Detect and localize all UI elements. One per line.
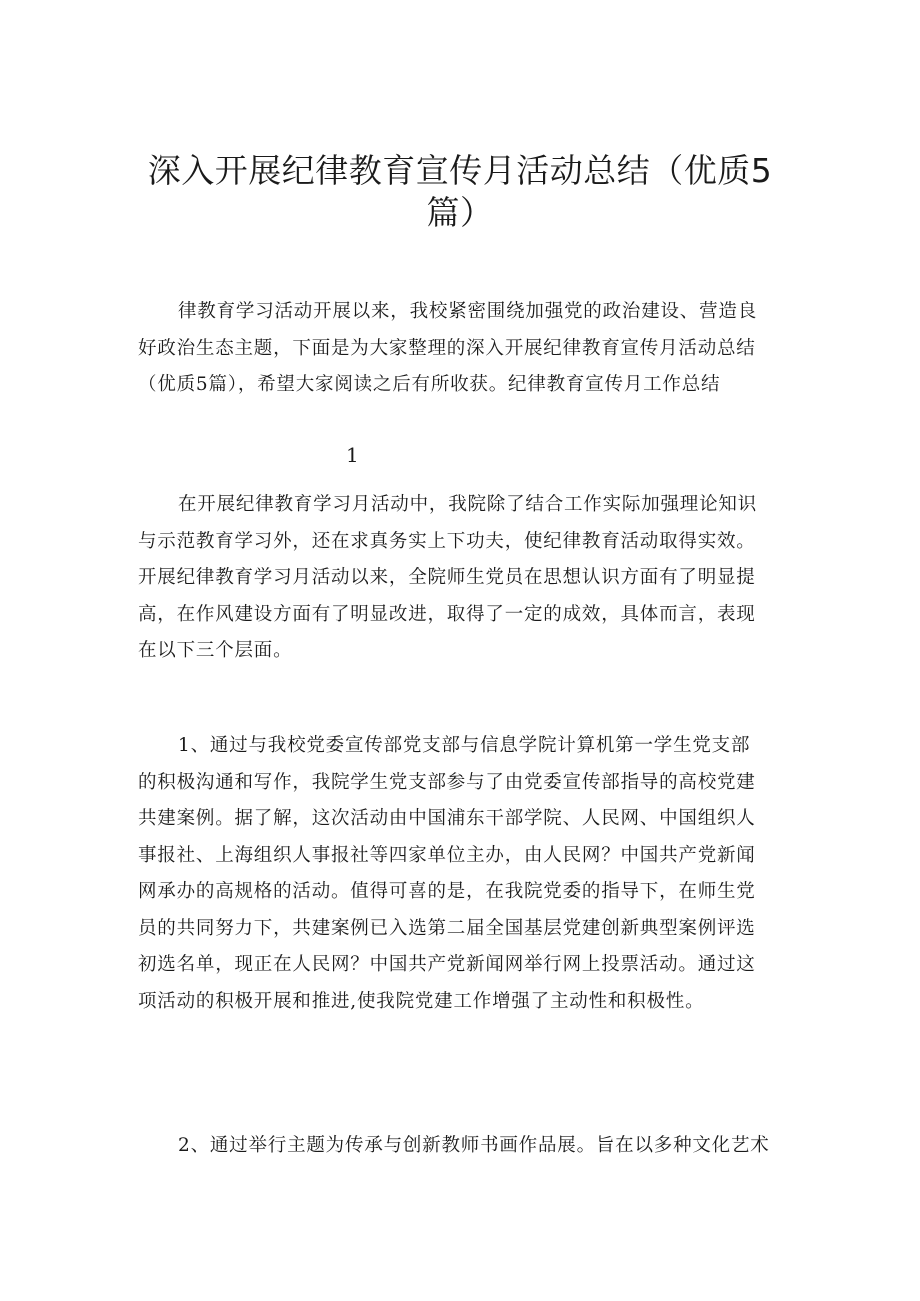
text-line: 律教育学习活动开展以来，我校紧密围绕加强党的政治建设、营造良 (178, 301, 758, 322)
text-line: 1、通过与我校党委宣传部党支部与信息学院计算机第一学生党支部 (178, 735, 751, 756)
text-line: 在开展纪律教育学习月活动中，我院除了结合工作实际加强理论知识 (178, 494, 758, 515)
text-line: 初选名单，现正在人民网？中国共产党新闻网举行网上投票活动。通过这 (138, 954, 756, 975)
text-line: 网承办的高规格的活动。值得可喜的是，在我院党委的指导下，在师生党 (138, 881, 756, 902)
paragraph-3 (138, 1128, 798, 1165)
text-line: 员的共同努力下，共建案例已入选第二届全国基层党建创新典型案例评选 (138, 917, 756, 939)
text-line: 开展纪律教育学习月活动以来，全院师生党员在思想认识方面有了明显提 (138, 567, 756, 588)
text-line: 事报社、上海组织人事报社等四家单位主办，由人民网？中国共产党新闻 (138, 844, 756, 866)
text-line: 与示范教育学习外，还在求真务实上下功夫，使纪律教育活动取得实效。 (138, 530, 756, 552)
title-line: 深入开展纪律教育宣传月活动总结（优质5 (147, 151, 773, 190)
text-line: 2、通过举行主题为传承与创新教师书画作品展。旨在以多种文化艺术 (178, 1135, 770, 1156)
paragraph-2 (138, 728, 798, 1020)
document-title (120, 150, 800, 234)
text-line: 项活动的积极开展和推进,使我院党建工作增强了主动性和积极性。 (138, 990, 705, 1012)
intro-paragraph (138, 294, 798, 404)
text-line: 的积极沟通和写作，我院学生党支部参与了由党委宣传部指导的高校党建 (138, 771, 756, 793)
text-line: （优质5篇），希望大家阅读之后有所收获。纪律教育宣传月工作总结 (138, 374, 721, 395)
section-number: 1 (346, 443, 359, 467)
text-line: 共建案例。据了解，这次活动由中国浦东干部学院、人民网、中国组织人 (138, 808, 756, 829)
paragraph-1 (138, 487, 798, 670)
text-line: 好政治生态主题，下面是为大家整理的深入开展纪律教育宣传月活动总结 (138, 337, 756, 359)
text-line: 在以下三个层面。 (138, 640, 293, 661)
text-line: 高，在作风建设方面有了明显改进，取得了一定的成效，具体而言，表现 (138, 603, 756, 625)
title-line: 篇） (426, 193, 494, 232)
